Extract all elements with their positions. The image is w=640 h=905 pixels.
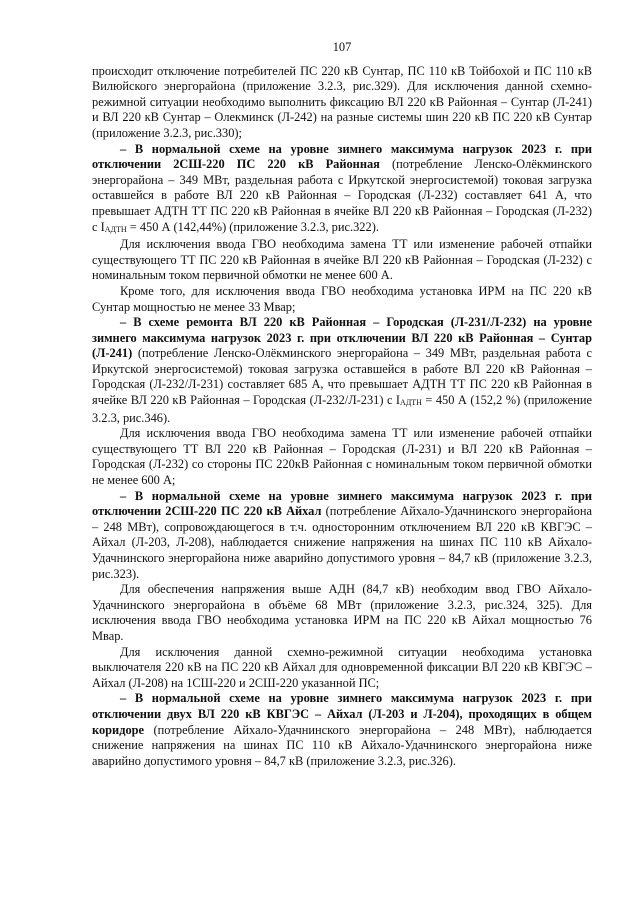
paragraph: [92, 426, 592, 488]
bold-text: – В нормальной схеме на уровне зимнего максимума нагрузок 2023 г. при отключении 2СШ-220 ПС 220 кВ Айхал: [92, 488, 592, 519]
bold-text: – В нормальной схеме на уровне зимнего максимума нагрузок 2023 г. при отключении двух ВЛ 220 кВ КВГЭС – Айхал (Л-203 и Л-204), проходящих в общем коридоре: [92, 691, 592, 737]
text-run: Для исключения ввода ГВО необходима замена ТТ или изменение рабочей отпайки существующего ТТ ВЛ 220 кВ Районная – Городская (Л-231) и ВЛ 220 кВ Районная – Городская (Л-232) со стороны ПС 220кВ Районная с номинальным током первичной обмотки не менее 600 А;: [92, 426, 592, 488]
bold-text: – В нормальной схеме на уровне зимнего максимума нагрузок 2023 г. при отключении 2СШ-220 ПС 220 кВ Районная: [92, 141, 592, 172]
document-body: [92, 64, 592, 770]
paragraph: [92, 489, 592, 583]
subscript-text: АДТН: [400, 398, 422, 408]
paragraph: [92, 142, 592, 238]
paragraph: [92, 284, 592, 315]
text-run: (потребление Ленско-Олёкминского энергорайона – 349 МВт, раздельная работа с Иркутской энергосистемой) токовая загрузка оставшейся в работе ВЛ 220 кВ Районная – Городская (Л-232) составляет 641 А, что превышает АДТН ТТ ПС 220 кВ Районная в ячейке ВЛ 220 кВ Районная – Городская (Л-232) с I: [92, 157, 592, 234]
text-run: Кроме того, для исключения ввода ГВО необходима установка ИРМ на ПС 220 кВ Сунтар мощностью не менее 33 Мвар;: [92, 283, 592, 314]
subscript-text: АДТН: [104, 224, 127, 234]
paragraph: [92, 64, 592, 142]
text-run: происходит отключение потребителей ПС 220 кВ Сунтар, ПС 110 кВ Тойбохой и ПС 110 кВ Вилюйского энергорайона (приложение 3.2.3, рис.329). Для исключения данной схемно-режимной ситуации необходимо выполнить фиксацию ВЛ 220 кВ Районная – Сунтар (Л-241) и ВЛ 220 кВ Сунтар – Олекминск (Л-242) на разные системы шин 220 кВ ПС 220 кВ Сунтар (приложение 3.2.3, рис.330);: [92, 63, 592, 140]
text-run: (потребление Ленско-Олёкминского энергорайона – 349 МВт, раздельная работа с Иркутской энергосистемой) токовая загрузка оставшейся в работе ВЛ 220 кВ Районная – Городская (Л-232/Л-231) составляет 685 А, что превышает АДТН ТТ ПС 220 кВ Районная в ячейке ВЛ 220 кВ Районная – Городская (Л-232/Л-231) с I: [92, 346, 592, 408]
paragraph: [92, 315, 592, 426]
text-run: = 450 А (142,44%) (приложение 3.2.3, рис.322).: [126, 219, 379, 234]
bold-text: – В схеме ремонта ВЛ 220 кВ Районная – Городская (Л-231/Л-232) на уровне зимнего максимума нагрузок 2023 г. при отключении ВЛ 220 кВ Районная – Сунтар (Л-241): [92, 315, 592, 361]
paragraph: [92, 582, 592, 644]
paragraph: [92, 237, 592, 284]
page-number: 107: [332, 40, 352, 54]
text-run: Для исключения ввода ГВО необходима замена ТТ или изменение рабочей отпайки существующего ТТ ПС 220 кВ Районная в ячейке ВЛ 220 кВ Районная – Городская (Л-232) с номинальным током первичной обмотки не менее 600 А.: [92, 237, 592, 283]
paragraph: [92, 691, 592, 769]
text-run: Для обеспечения напряжения выше АДН (84,7 кВ) необходим ввод ГВО Айхало-Удачнинского энергорайона в объёме 68 МВт (приложение 3.2.3, рис.324, 325). Для исключения ввода ГВО необходима установка ИРМ на ПС 220 кВ Айхал мощностью 76 Мвар.: [92, 582, 592, 643]
text-run: Для исключения данной схемно-режимной ситуации необходима установка выключателя 220 кВ на ПС 220 кВ Айхал для одновременной фиксации ВЛ 220 кВ КВГЭС – Айхал (Л-208) на 1СШ-220 и 2СШ-220 указанной ПС;: [92, 644, 592, 690]
text-run: (потребление Айхало-Удачнинского энергорайона – 248 МВт), сопровождающегося в т.ч. односторонним отключением ВЛ 220 кВ КВГЭС – Айхал (Л-203, Л-208), наблюдается снижение напряжения на шинах ПС 110 кВ Айхало-Удачнинского энергорайона ниже аварийно допустимого уровня – 84,7 кВ (приложение 3.2.3, рис.323).: [92, 504, 593, 581]
text-run: = 450 А (152,2 %) (приложение 3.2.3, рис.346).: [92, 393, 593, 425]
paragraph: [92, 645, 592, 692]
text-run: (потребление Айхало-Удачнинского энергорайона – 248 МВт), наблюдается снижение напряжения на шинах ПС 110 кВ Айхало-Удачнинского энергорайона ниже аварийно допустимого уровня – 84,7 кВ (приложение 3.2.3, рис.326).: [92, 722, 592, 768]
